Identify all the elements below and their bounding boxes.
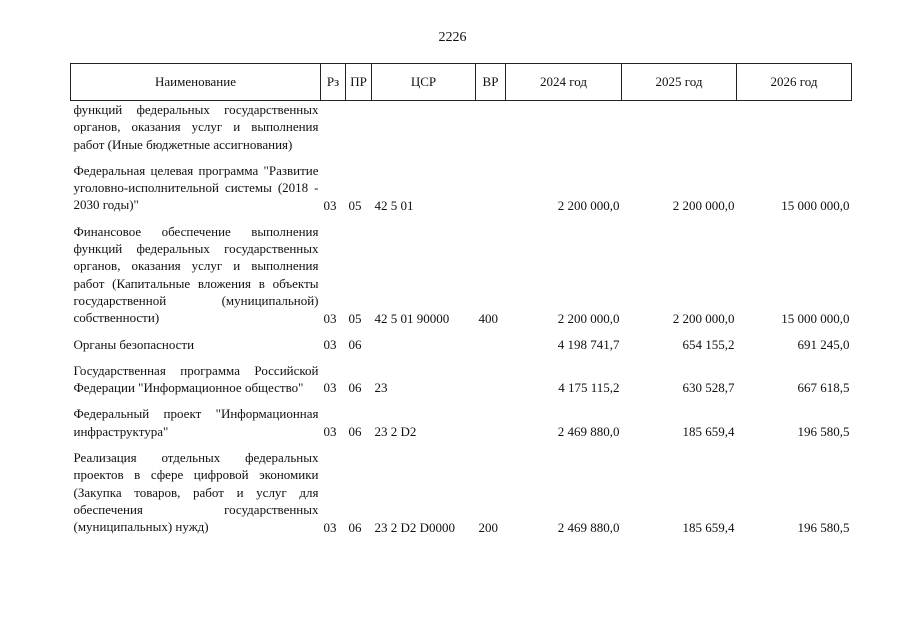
header-2025: 2025 год xyxy=(622,64,737,101)
header-csr: ЦСР xyxy=(372,64,476,101)
row-2024: 4 175 115,2 xyxy=(558,380,620,396)
row-2024: 4 198 741,7 xyxy=(557,336,620,352)
table-row xyxy=(71,101,852,153)
row-2024: 2 200 000,0 xyxy=(557,310,620,326)
row-2024: 2 200 000,0 xyxy=(557,197,620,213)
row-2024: 2 469 880,0 xyxy=(557,519,620,535)
table-row xyxy=(71,396,852,440)
row-rz: 03 xyxy=(323,197,337,213)
row-name: Федеральный проект "Информационная инфраструктура" xyxy=(73,406,319,439)
row-pr: 06 xyxy=(348,424,362,440)
row-rz xyxy=(321,101,346,153)
row-name: Органы безопасности xyxy=(73,336,195,352)
row-pr xyxy=(346,101,372,153)
row-rz: 03 xyxy=(323,310,337,326)
row-2025: 185 659,4 xyxy=(682,424,735,440)
page-number: 2226 xyxy=(438,30,467,45)
row-vr: 200 xyxy=(478,519,498,535)
row-vr: 400 xyxy=(478,310,498,326)
table-row xyxy=(71,440,852,535)
row-2026: 667 618,5 xyxy=(797,380,850,396)
row-rz: 03 xyxy=(323,380,337,396)
row-csr: 42 5 01 xyxy=(374,197,414,213)
row-2026: 196 580,5 xyxy=(797,519,850,535)
table-row xyxy=(71,214,852,327)
header-vr: ВР xyxy=(476,64,506,101)
row-2025: 630 528,7 xyxy=(682,380,735,396)
row-vr xyxy=(476,396,506,440)
table-row xyxy=(71,153,852,214)
row-csr: 42 5 01 90000 xyxy=(374,310,450,326)
budget-table xyxy=(70,63,852,536)
table-body xyxy=(71,101,852,536)
row-csr xyxy=(372,101,476,153)
header-rz: Рз xyxy=(321,64,346,101)
row-name: Финансовое обеспечение выполнения функций федеральных государственных органов, оказания услуг и выполнения работ (Капитальные вложения в объекты государственной (муниципальной) собственности) xyxy=(73,223,319,326)
row-pr: 05 xyxy=(348,197,362,213)
row-rz: 03 xyxy=(323,336,337,352)
row-name: функций федеральных государственных органов, оказания услуг и выполнения работ (Иные бюджетные ассигнования) xyxy=(73,102,319,152)
header-2024: 2024 год xyxy=(506,64,622,101)
row-2025 xyxy=(622,101,737,153)
row-2024: 2 469 880,0 xyxy=(557,424,620,440)
header-pr: ПР xyxy=(346,64,372,101)
row-2025: 654 155,2 xyxy=(682,336,735,352)
row-2026: 196 580,5 xyxy=(797,424,850,440)
row-vr xyxy=(476,327,506,353)
row-2025: 185 659,4 xyxy=(682,519,735,535)
row-csr: 23 xyxy=(374,380,388,396)
row-csr: 23 2 D2 xyxy=(374,424,417,440)
row-pr: 05 xyxy=(348,310,362,326)
table-row xyxy=(71,327,852,353)
header-name: Наименование xyxy=(71,64,321,101)
row-vr xyxy=(476,353,506,397)
row-pr: 06 xyxy=(348,380,362,396)
row-2026: 15 000 000,0 xyxy=(781,197,850,213)
table-row xyxy=(71,353,852,397)
row-2026: 15 000 000,0 xyxy=(781,310,850,326)
row-name: Реализация отдельных федеральных проектов в сфере цифровой экономики (Закупка товаров, работ и услуг для обеспечения государственных (муниципальных) нужд) xyxy=(73,450,319,535)
row-name: Федеральная целевая программа "Развитие уголовно-исполнительной системы (2018 - 2030 годы)" xyxy=(73,162,319,213)
row-rz: 03 xyxy=(323,424,337,440)
row-2024 xyxy=(506,101,622,153)
row-csr: 23 2 D2 D0000 xyxy=(374,519,456,535)
row-vr xyxy=(476,101,506,153)
row-2025: 2 200 000,0 xyxy=(672,310,735,326)
row-2026 xyxy=(737,101,852,153)
row-vr xyxy=(476,153,506,214)
row-csr xyxy=(372,327,476,353)
row-pr: 06 xyxy=(348,519,362,535)
header-2026: 2026 год xyxy=(737,64,852,101)
table-header xyxy=(71,64,852,101)
row-name: Государственная программа Российской Федерации "Информационное общество" xyxy=(73,362,319,396)
row-2025: 2 200 000,0 xyxy=(672,197,735,213)
row-rz: 03 xyxy=(323,519,337,535)
row-pr: 06 xyxy=(348,336,362,352)
row-2026: 691 245,0 xyxy=(797,336,850,352)
